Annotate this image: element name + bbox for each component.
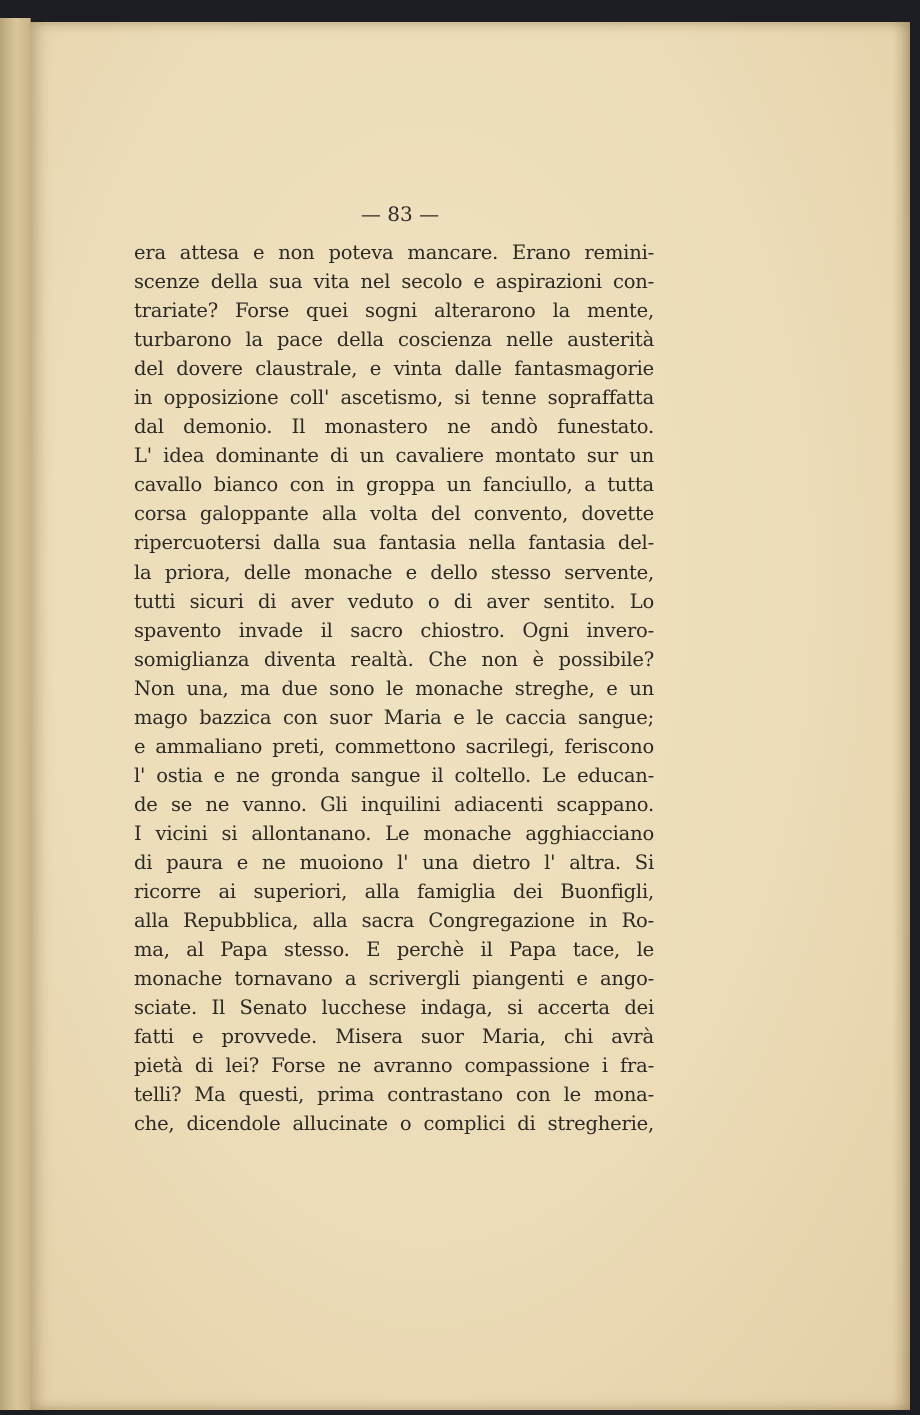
- text-line: turbarono la pace della coscienza nelle austerità: [134, 328, 654, 352]
- text-line: fatti e provvede. Misera suor Maria, chi avrà: [134, 1025, 654, 1049]
- text-line: ripercuotersi dalla sua fantasia nella fantasia del-: [134, 531, 654, 555]
- text-line: monache tornavano a scrivergli piangenti e ango-: [134, 967, 654, 991]
- text-line: e ammaliano preti, commettono sacrilegi, feriscono: [134, 734, 654, 758]
- text-line: scenze della sua vita nel secolo e aspirazioni con-: [134, 270, 654, 294]
- text-line: somiglianza diventa realtà. Che non è possibile?: [134, 647, 654, 671]
- text-line: corsa galoppante alla volta del convento, dovette: [134, 502, 654, 526]
- text-line: l' ostia e ne gronda sangue il coltello. Le educan-: [134, 763, 654, 787]
- text-line: de se ne vanno. Gli inquilini adiacenti scappano.: [134, 792, 654, 816]
- text-line: trariate? Forse quei sogni alterarono la mente,: [134, 299, 654, 323]
- book-page: [30, 22, 910, 1410]
- text-line: spavento invade il sacro chiostro. Ogni invero-: [134, 618, 654, 642]
- text-line: la priora, delle monache e dello stesso servente,: [134, 560, 654, 584]
- text-line: dal demonio. Il monastero ne andò funestato.: [134, 415, 654, 439]
- previous-page-edge: [0, 18, 31, 1410]
- text-line: pietà di lei? Forse ne avranno compassione i fra-: [134, 1054, 654, 1078]
- text-line: alla Repubblica, alla sacra Congregazione in Ro-: [134, 909, 654, 933]
- text-line: Non una, ma due sono le monache streghe, e un: [134, 676, 654, 700]
- text-line: era attesa e non poteva mancare. Erano remini-: [134, 241, 654, 264]
- text-line: in opposizione coll' ascetismo, si tenne sopraffatta: [134, 386, 654, 410]
- text-line: del dovere claustrale, e vinta dalle fantasmagorie: [134, 357, 654, 381]
- text-line: mago bazzica con suor Maria e le caccia sangue;: [134, 705, 654, 729]
- text-line: tutti sicuri di aver veduto o di aver sentito. Lo: [134, 589, 654, 613]
- text-line: telli? Ma questi, prima contrastano con le mona-: [134, 1083, 654, 1107]
- body-text: [134, 238, 654, 1138]
- text-line: sciate. Il Senato lucchese indaga, si accerta dei: [134, 996, 654, 1020]
- text-line: che, dicendole allucinate o complici di stregherie,: [134, 1112, 654, 1136]
- text-line: cavallo bianco con in groppa un fanciullo, a tutta: [134, 473, 654, 497]
- page-number: — 83 —: [360, 202, 440, 226]
- text-line: I vicini si allontanano. Le monache agghiacciano: [134, 821, 654, 845]
- text-line: di paura e ne muoiono l' una dietro l' altra. Si: [134, 850, 654, 874]
- text-line: ricorre ai superiori, alla famiglia dei Buonfigli,: [134, 880, 654, 904]
- text-line: L' idea dominante di un cavaliere montato sur un: [134, 444, 654, 468]
- text-line: ma, al Papa stesso. E perchè il Papa tace, le: [134, 938, 654, 962]
